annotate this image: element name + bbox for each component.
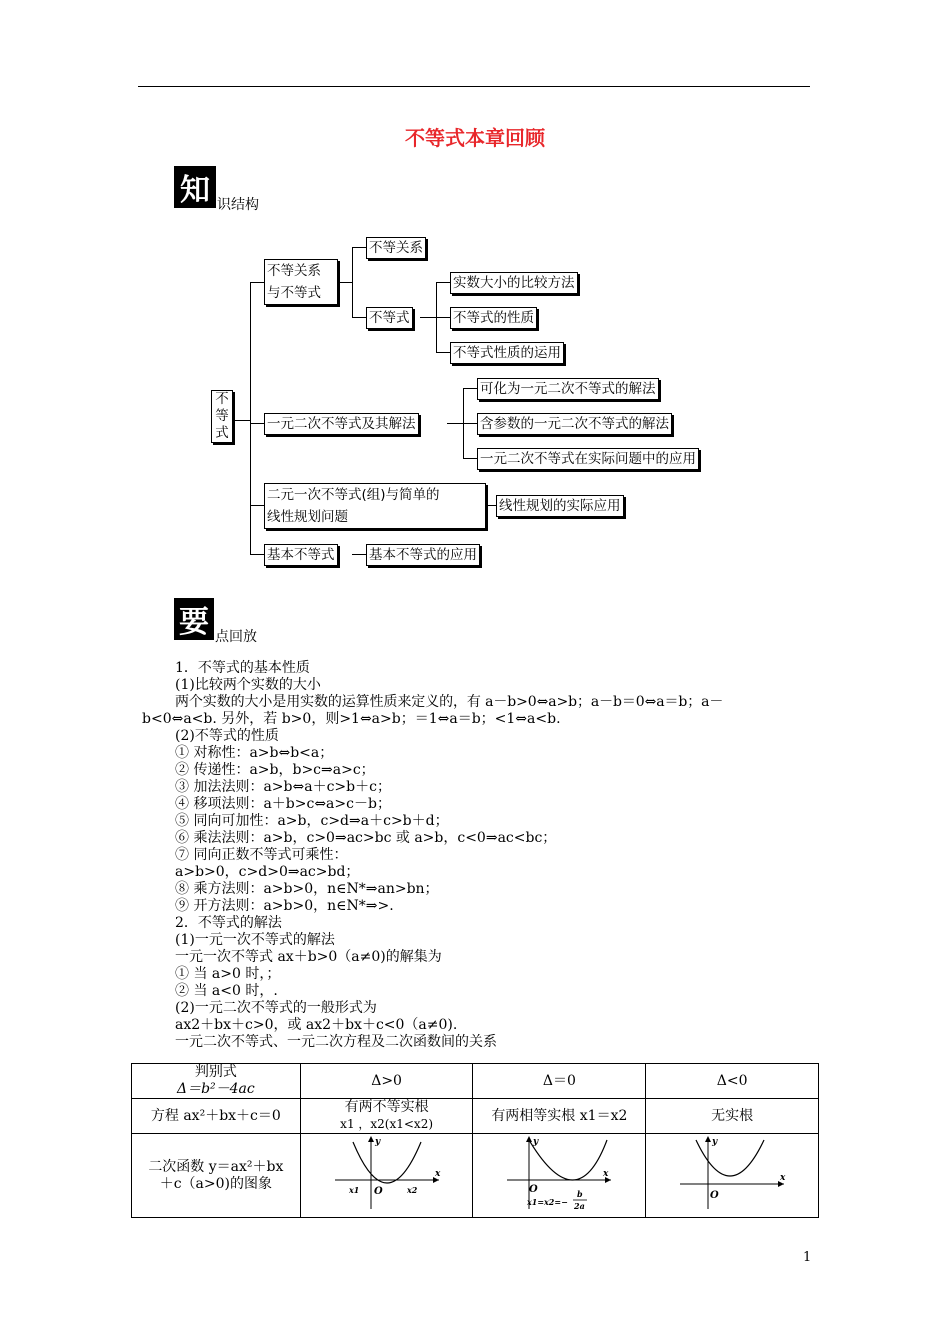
connector	[250, 554, 264, 555]
box-parametric: 含参数的一元二次不等式的解法	[477, 413, 672, 435]
badge-char: 要	[179, 605, 209, 640]
text-line: 1．不等式的基本性质	[175, 660, 310, 676]
box-inequality: 不等式	[366, 307, 413, 329]
text-line: a>b>0，c>d>0⇒ac>bd；	[175, 864, 360, 880]
connector	[336, 282, 352, 283]
connector	[436, 317, 450, 318]
cell-line: 有两不等实根	[344, 1099, 429, 1115]
parabola-two-roots	[327, 1134, 447, 1212]
parabola-double-root	[499, 1134, 619, 1212]
table-cell: 无实根	[646, 1099, 819, 1134]
box-line: 不等关系	[267, 263, 321, 279]
section-badge-knowledge	[174, 166, 216, 208]
text-line: 一元一次不等式 ax＋b>0（a≠0)的解集为	[175, 949, 442, 965]
connector	[447, 423, 463, 424]
box-lp-application: 线性规划的实际应用	[496, 495, 624, 517]
graph-cell-two-roots	[300, 1134, 473, 1218]
connector	[463, 458, 477, 459]
diagram-root-box	[211, 390, 233, 443]
page-number: 1	[803, 1250, 812, 1265]
fraction-numerator: b	[577, 1189, 583, 1199]
root-label-x1: x1	[348, 1185, 359, 1195]
axis-label-x: x	[780, 1173, 786, 1183]
box-linear-programming	[264, 483, 486, 529]
text-line: ⑥ 乘法法则：a>b，c>0⇒ac>bc 或 a>b，c<0⇒ac<bc；	[175, 830, 557, 846]
connector	[230, 420, 250, 421]
axis-label-y: y	[712, 1137, 718, 1147]
connector	[352, 247, 366, 248]
text-line: (2)不等式的性质	[175, 728, 279, 744]
section-label-knowledge: 识结构	[217, 197, 259, 213]
table-row-function	[132, 1134, 301, 1218]
box-basic-inequality: 基本不等式	[264, 544, 338, 566]
connector	[463, 388, 477, 389]
cell-line: 二次函数 y＝ax²＋bx	[148, 1158, 284, 1175]
text-line: (2)一元二次不等式的一般形式为	[175, 1000, 377, 1016]
axis-label-y: y	[533, 1137, 539, 1147]
text-line: 两个实数的大小是用实数的运算性质来定义的，有 a－b>0⇔a>b；a－b＝0⇔a＝b；a－	[175, 694, 724, 710]
header-rule	[138, 86, 810, 87]
box-reducible: 可化为一元二次不等式的解法	[477, 378, 659, 400]
text-line: ① 对称性：a>b⇔b<a；	[175, 745, 334, 761]
graph-cell-double-root	[473, 1134, 646, 1218]
origin-label: O	[373, 1186, 383, 1197]
text-line: (1)比较两个实数的大小	[175, 677, 321, 693]
cell-line: ＋c（a>0)的图象	[159, 1175, 272, 1192]
origin-label: O	[710, 1190, 719, 1201]
section-badge-keypoints	[174, 598, 214, 640]
text-line: ④ 移项法则：a＋b>c⇔a>c－b；	[175, 796, 391, 812]
box-relation: 不等关系	[366, 237, 426, 259]
connector	[352, 317, 366, 318]
root-label: 不等式	[215, 391, 229, 441]
cell-line: 判别式	[194, 1064, 237, 1080]
section-label-keypoints: 点回放	[215, 629, 257, 645]
root-label-x2: x2	[406, 1185, 417, 1195]
page-title: 不等式本章回顾	[405, 126, 545, 150]
table-header-discriminant	[132, 1064, 301, 1099]
connector	[463, 423, 477, 424]
text-line: ① 当 a>0 时，；	[175, 966, 281, 982]
axis-label-x: x	[434, 1169, 440, 1179]
connector	[250, 282, 251, 554]
connector	[250, 423, 264, 424]
double-root-label: x1=x2=−	[527, 1197, 569, 1207]
relation-table	[131, 1063, 819, 1218]
text-line: ② 传递性：a>b，b>c⇒a>c；	[175, 762, 375, 778]
box-line: 与不等式	[267, 285, 321, 301]
table-row-equation: 方程 ax²＋bx＋c＝0	[132, 1099, 301, 1134]
box-basic-application: 基本不等式的应用	[366, 544, 480, 566]
origin-label: O	[529, 1184, 539, 1195]
connector	[352, 554, 366, 555]
text-line: 一元二次不等式、一元二次方程及二次函数间的关系	[175, 1034, 497, 1050]
parabola-no-root	[672, 1134, 792, 1212]
table-header-zero: Δ＝0	[473, 1064, 646, 1099]
badge-char: 知	[180, 173, 210, 208]
table-header-negative: Δ<0	[646, 1064, 819, 1099]
box-comparison-method: 实数大小的比较方法	[450, 272, 578, 294]
box-line: 线性规划问题	[267, 509, 348, 525]
text-line: ⑦ 同向正数不等式可乘性：	[175, 847, 348, 863]
text-line: (1)一元一次不等式的解法	[175, 932, 335, 948]
cell-line: Δ＝b²－4ac	[176, 1081, 255, 1097]
table-header-positive: Δ>0	[300, 1064, 473, 1099]
connector	[352, 247, 353, 317]
text-line: ⑨ 开方法则：a>b>0，n∈N*⇒>.	[175, 898, 394, 914]
text-line: ax2＋bx＋c>0，或 ax2＋bx＋c<0（a≠0).	[175, 1017, 458, 1033]
box-inequality-relation	[264, 259, 338, 305]
text-line: ⑧ 乘方法则：a>b>0，n∈N*⇒an>bn；	[175, 881, 439, 897]
connector	[420, 317, 436, 318]
text-line: ③ 加法法则：a>b⇔a＋c>b＋c；	[175, 779, 391, 795]
text-line: 2．不等式的解法	[175, 915, 282, 931]
connector	[436, 282, 450, 283]
text-line: b<0⇔a<b. 另外，若 b>0，则>1⇔a>b；＝1⇔a＝b；<1⇔a<b.	[142, 711, 561, 727]
connector	[436, 352, 450, 353]
cell-line: x1 ，x2(x1<x2)	[340, 1117, 434, 1131]
graph-cell-no-root	[646, 1134, 819, 1218]
axis-label-x: x	[603, 1169, 609, 1179]
box-properties: 不等式的性质	[450, 307, 537, 329]
box-line: 二元一次不等式(组)与简单的	[267, 487, 440, 503]
text-line: ⑤ 同向可加性：a>b，c>d⇒a＋c>b＋d；	[175, 813, 449, 829]
axis-label-y: y	[374, 1137, 380, 1147]
connector	[250, 505, 264, 506]
connector	[250, 282, 264, 283]
box-property-use: 不等式性质的运用	[450, 342, 564, 364]
table-cell: 有两相等实根 x1＝x2	[473, 1099, 646, 1134]
table-cell	[300, 1099, 473, 1134]
box-quadratic: 一元二次不等式及其解法	[264, 413, 419, 435]
fraction-denominator: 2a	[574, 1201, 586, 1211]
text-line: ② 当 a<0 时，.	[175, 983, 278, 999]
box-application: 一元二次不等式在实际问题中的应用	[477, 448, 699, 470]
